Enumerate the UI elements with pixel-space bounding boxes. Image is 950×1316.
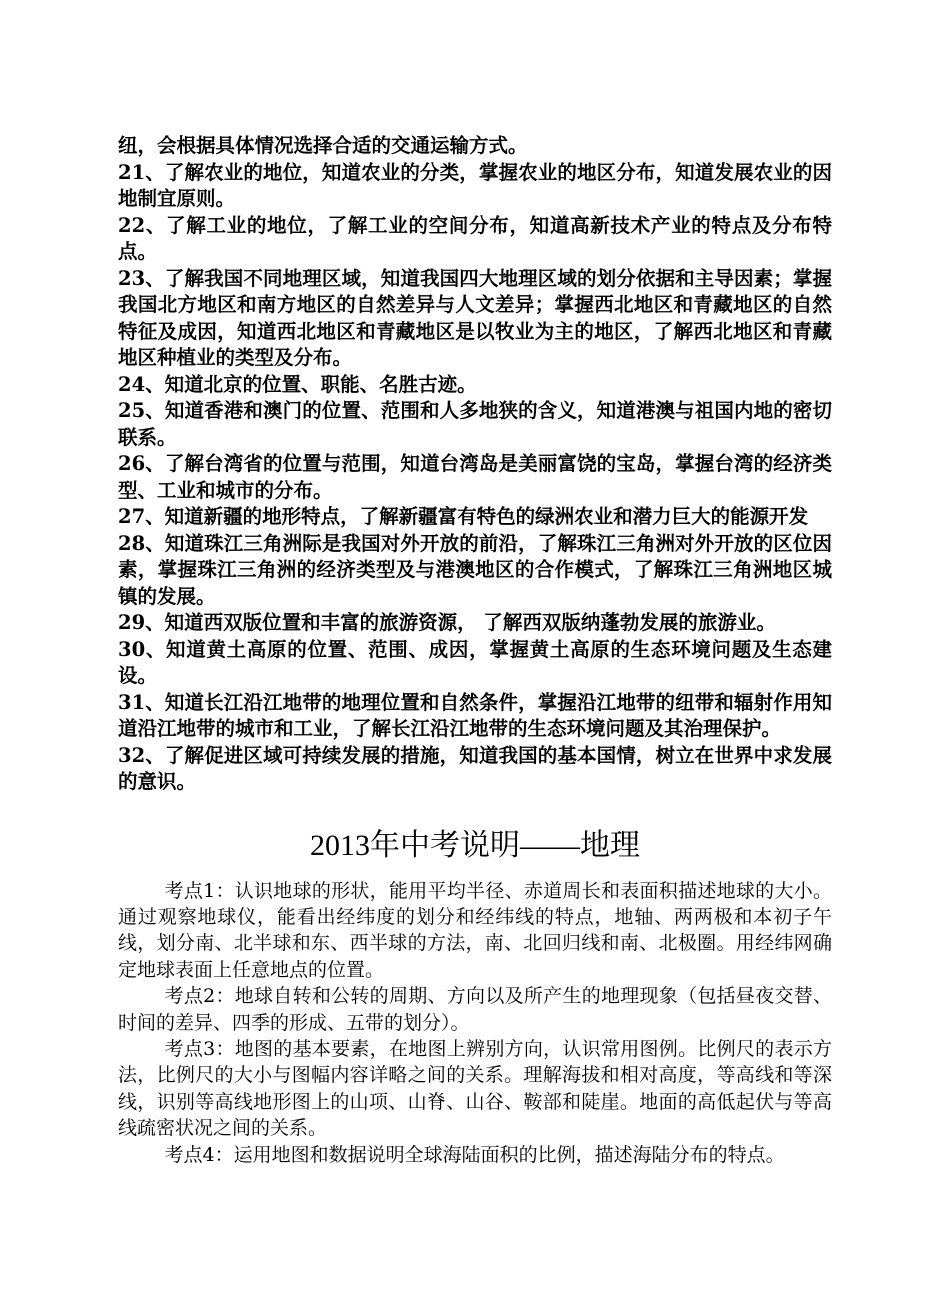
- list-item: 32、了解促进区域可持续发展的措施，知道我国的基本国情，树立在世界中求发展的意识。: [118, 743, 832, 793]
- list-item: 25、知道香港和澳门的位置、范围和人多地狭的含义，知道港澳与祖国内地的密切联系。: [118, 399, 832, 449]
- page-title: 2013年中考说明——地理: [310, 828, 640, 862]
- list-item: 22、了解工业的地位，了解工业的空间分布，知道高新技术产业的特点及分布特点。: [118, 213, 832, 263]
- list-item: 26、了解台湾省的位置与范围，知道台湾岛是美丽富饶的宝岛，掌握台湾的经济类型、工业和城市的分布。: [118, 452, 832, 502]
- list-item: 31、知道长江沿江地带的地理位置和自然条件，掌握沿江地带的纽带和辐射作用知道沿江地带的城市和工业，了解长江沿江地带的生态环境问题及其治理保护。: [118, 690, 832, 740]
- list-item: 纽，会根据具体情况选择合适的交通运输方式。: [118, 134, 528, 157]
- kaodian-paragraph: 考点3：地图的基本要素，在地图上辨别方向，认识常用图例。比例尺的表示方法，比例尺的大小与图幅内容详略之间的关系。理解海拔和相对高度，等高线和等深线，识别等高线地形图上的山项、山脊、山谷、鞍部和陡崖。地面的高低起伏与等高线疏密状况之间的关系。: [118, 1037, 832, 1140]
- kaodian-section: [118, 878, 832, 1168]
- list-item: 29、知道西双版位置和丰富的旅游资源， 了解西双版纳蓬勃发展的旅游业。: [118, 611, 776, 634]
- requirements-list: [118, 133, 832, 796]
- list-item: 24、知道北京的位置、职能、名胜古迹。: [118, 372, 477, 396]
- list-item: 23、了解我国不同地理区域，知道我国四大地理区域的划分依据和主导因素；掌握我国北方地区和南方地区的自然差异与人文差异；掌握西北地区和青藏地区的自然特征及成因，知道西北地区和青藏地区是以牧业为主的地区，了解西北地区和青藏地区种植业的类型及分布。: [118, 266, 832, 369]
- kaodian-paragraph: 考点1：认识地球的形状，能用平均半径、赤道周长和表面积描述地球的大小。通过观察地球仪，能看出经纬度的划分和经纬线的特点，地轴、两两极和本初子午线，划分南、北半球和东、西半球的方法，南、北回归线和南、北极圈。用经纬网确定地球表面上任意地点的位置。: [118, 879, 832, 981]
- kaodian-paragraph: 考点2：地球自转和公转的周期、方向以及所产生的地理现象（包括昼夜交替、时间的差异、四季的形成、五带的划分）。: [118, 985, 832, 1034]
- list-item: 21、了解农业的地位，知道农业的分类，掌握农业的地区分布，知道发展农业的因地制宜原则。: [118, 160, 832, 210]
- list-item: 28、知道珠江三角洲际是我国对外开放的前沿，了解珠江三角洲对外开放的区位因素，掌握珠江三角洲的经济类型及与港澳地区的合作模式，了解珠江三角洲地区城镇的发展。: [118, 531, 832, 608]
- list-item: 30、知道黄土高原的位置、范围、成因，掌握黄土高原的生态环境问题及生态建设。: [118, 637, 832, 687]
- list-item: 27、知道新疆的地形特点，了解新疆富有特色的绿洲农业和潜力巨大的能源开发: [118, 505, 809, 528]
- kaodian-paragraph: 考点4：运用地图和数据说明全球海陆面积的比例，描述海陆分布的特点。: [164, 1143, 785, 1166]
